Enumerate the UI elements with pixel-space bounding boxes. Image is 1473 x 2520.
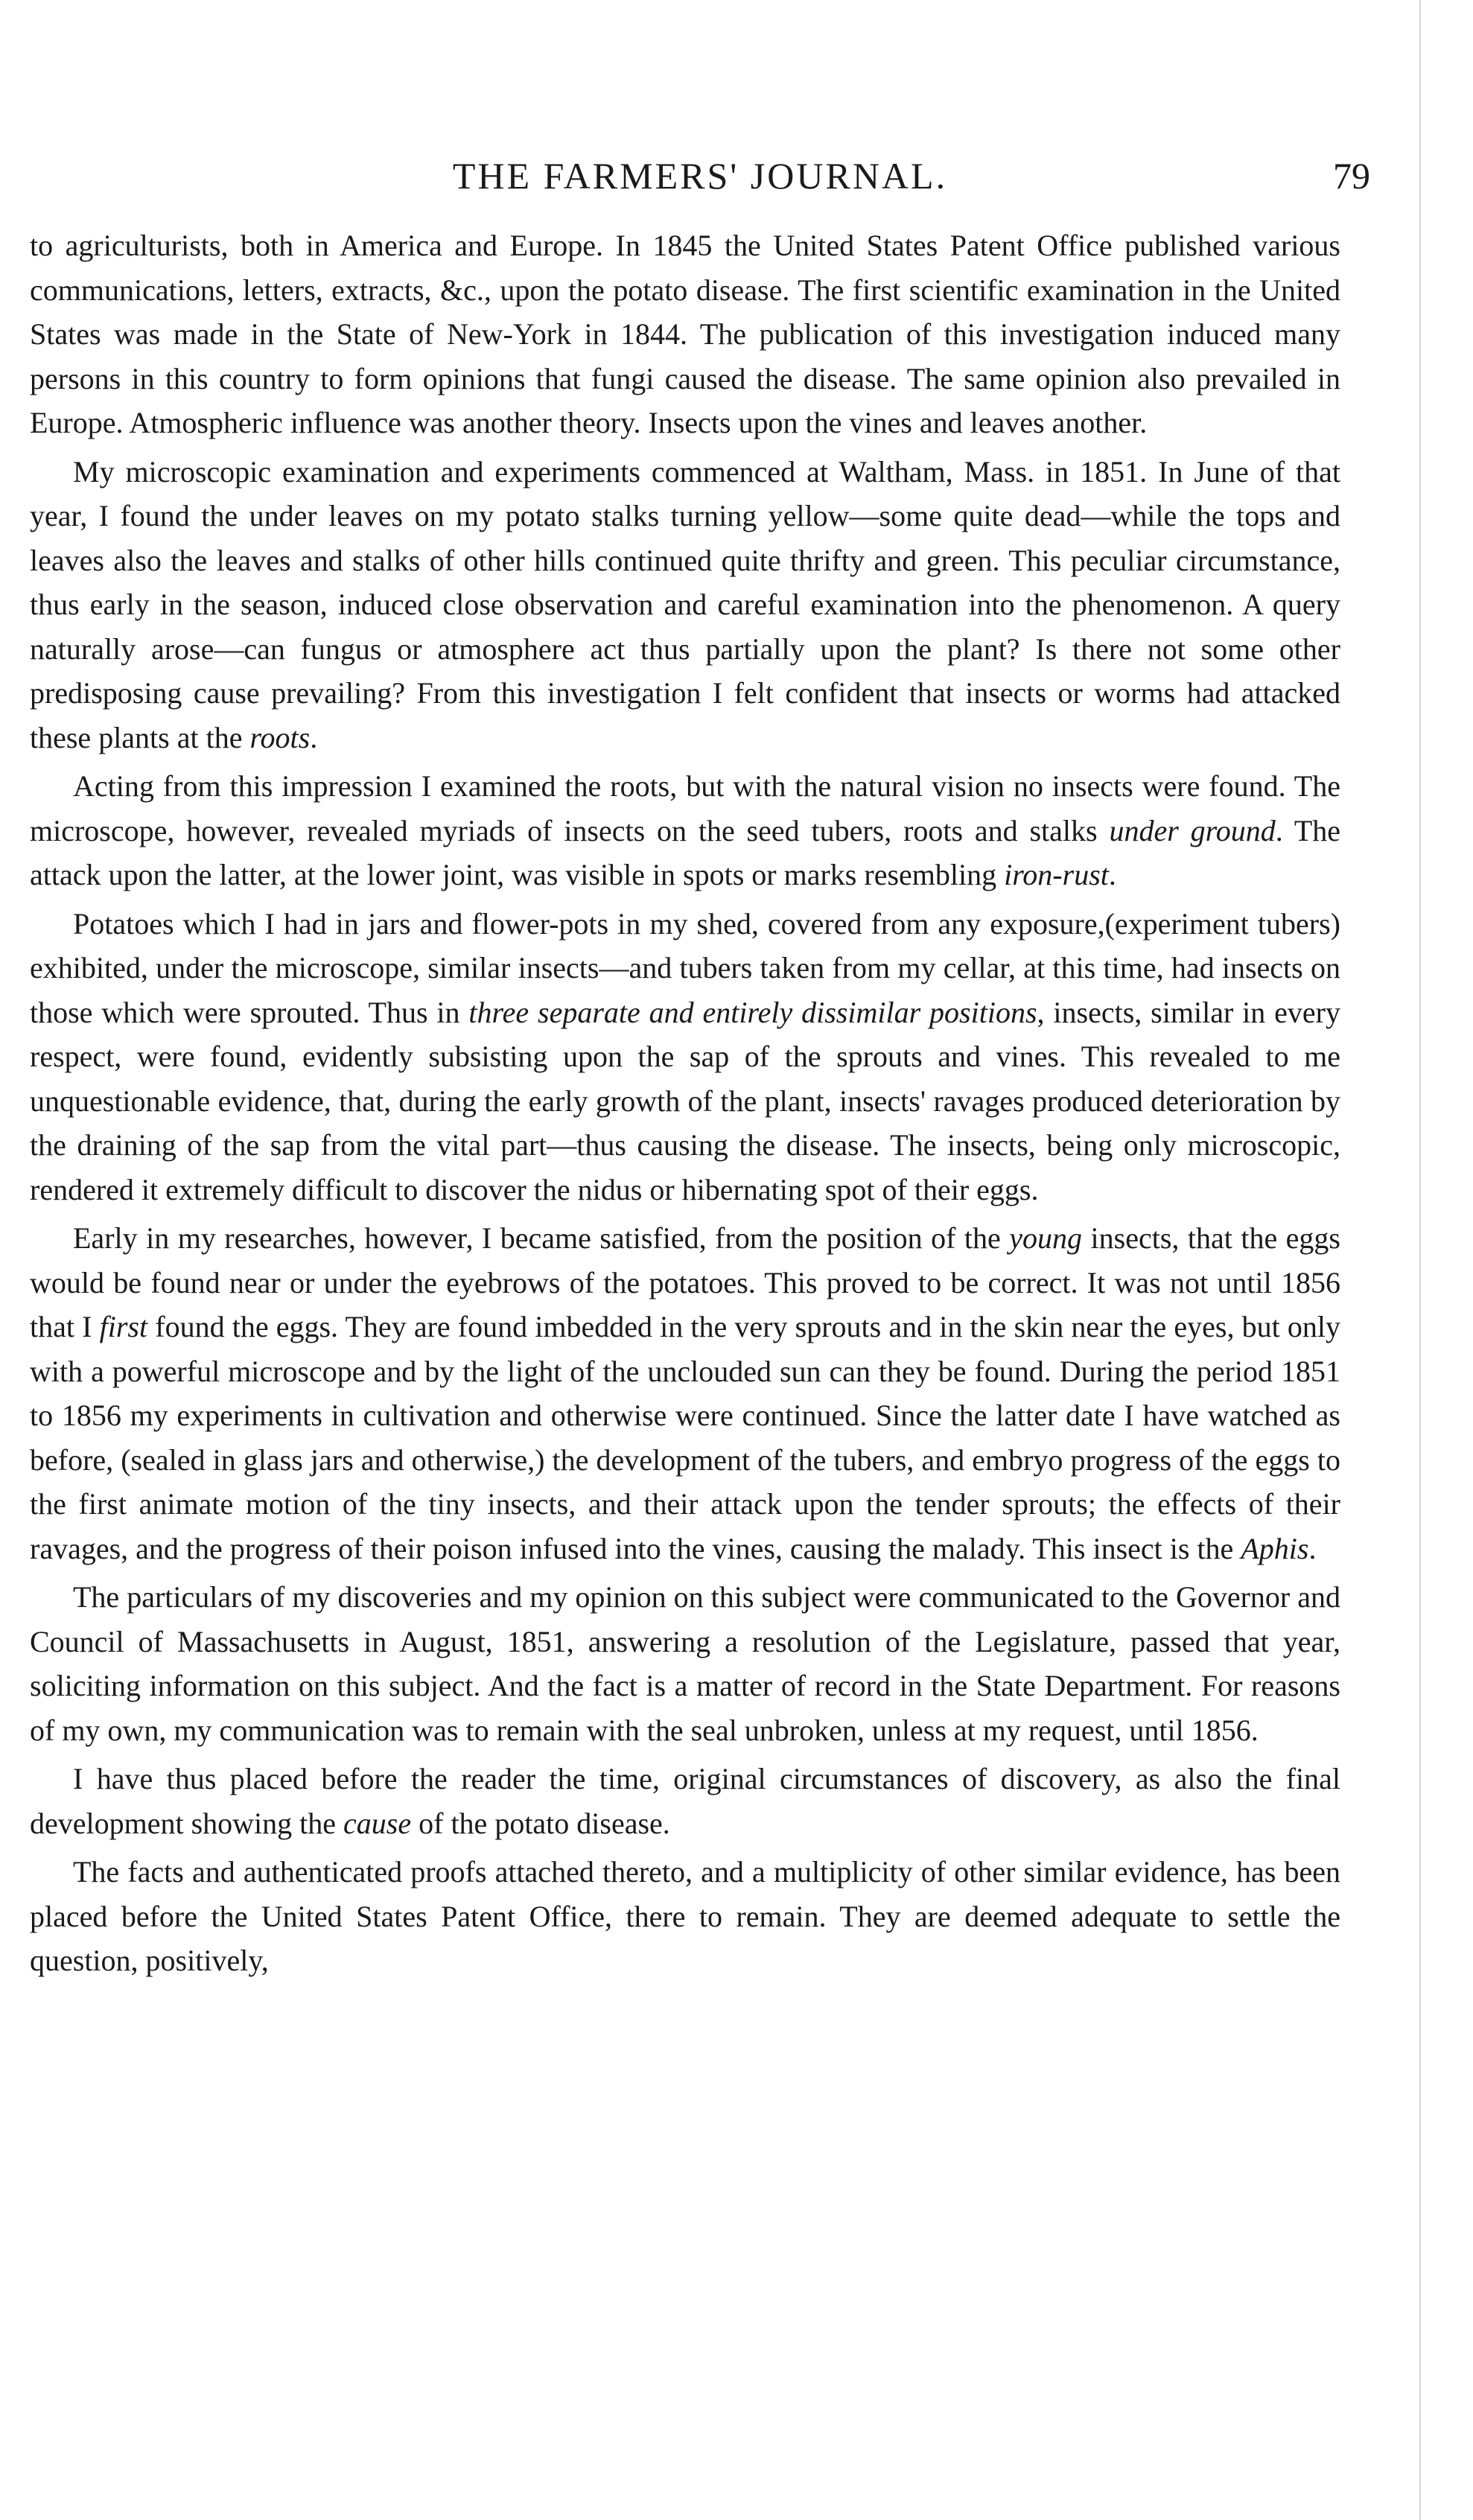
italic-run: Aphis xyxy=(1241,1531,1309,1565)
article-body xyxy=(30,223,1340,1988)
italic-run: first xyxy=(99,1310,148,1343)
italic-run: cause xyxy=(343,1806,412,1840)
text-run: . xyxy=(1308,1531,1317,1565)
text-run: of the potato disease. xyxy=(411,1806,670,1840)
paragraph xyxy=(30,450,1340,760)
italic-run: young xyxy=(1009,1221,1083,1255)
text-run: The particulars of my discoveries and my opinion on this subject were communicated to the Governor and Council of Massachusetts in August, 1851, answering a resolution of the Legislature, passed that year, soliciting information on this subject. And the fact is a matter of record in the State Department. For reasons of my own, my communication was to remain with the seal unbroken, unless at my request, until 1856. xyxy=(30,1580,1340,1747)
text-run: found the eggs. They are found imbedded in the very sprouts and in the skin near the eyes, but only with a powerful microscope and by the light of the unclouded sun can they be found. During the period 1851 to 1856 my experiments in cultivation and otherwise were continued. Since the latter date I have watched as before, (sealed in glass jars and otherwise,) the development of the tubers, and embryo progress of the eggs to the first animate motion of the tiny insects, and their attack upon the tender sprouts; the effects of their ravages, and the progress of their poison infused into the vines, causing the malady. This insect is the xyxy=(30,1310,1340,1565)
running-title: THE FARMERS' JOURNAL. xyxy=(452,155,948,197)
text-run: insects, that the eggs would be found near or under the eyebrows of the potatoes. This proved to be correct. It was not until 1856 that I xyxy=(30,1221,1341,1343)
italic-run: roots xyxy=(249,720,311,754)
page-number: 79 xyxy=(1333,155,1370,197)
paragraph xyxy=(30,764,1340,897)
paragraph xyxy=(30,902,1340,1212)
paragraph xyxy=(30,1757,1340,1845)
italic-run: iron-rust xyxy=(1004,858,1109,891)
text-run: My microscopic examination and experiments commenced at Waltham, Mass. in 1851. In June of that year, I found the under leaves on my potato stalks turning yellow—some quite dead—while the tops and leaves also the leaves and stalks of other hills continued quite thrifty and green. This peculiar circumstance, thus early in the season, induced close observation and careful examination into the phenomenon. A query naturally arose—can fungus or atmosphere act thus partially upon the plant? Is there not some other predisposing cause prevailing? From this investigation I felt confident that insects or worms had attacked these plants at the xyxy=(30,454,1340,754)
text-run: The facts and authenticated proofs attached thereto, and a multiplicity of other similar evidence, has been placed before the United States Patent Office, there to remain. They are deemed adequate to settle the question, positively, xyxy=(30,1855,1340,1977)
text-run: I have thus placed before the reader the time, original circumstances of discovery, as also the final development showing the xyxy=(30,1762,1340,1840)
text-run: Potatoes which I had in jars and flower-pots in my shed, covered from any exposure,(experiment tubers) exhibited, under the microscope, similar insects—and tubers taken from my cellar, at this time, had insects on those which were sprouted. Thus in xyxy=(30,906,1340,1029)
paragraph xyxy=(30,223,1340,445)
text-run: , insects, similar in every respect, were found, evidently subsisting upon the sap of the sprouts and vines. This revealed to me unquestionable evidence, that, during the early growth of the plant, insects' ravages produced deterioration by the draining of the sap from the vital part—thus causing the disease. The insects, being only microscopic, rendered it extremely difficult to discover the nidus or hibernating spot of their eggs. xyxy=(30,995,1341,1206)
italic-run: three separate and entirely dissimilar positions xyxy=(468,995,1037,1029)
text-run: . The attack upon the latter, at the lower joint, was visible in spots or marks resembling xyxy=(30,813,1341,891)
text-run: to agriculturists, both in America and Europe. In 1845 the United States Patent Office published various communications, letters, extracts, &c., upon the potato disease. The first scientific examination in the United States was made in the State of New-York in 1844. The publication of this investigation induced many persons in this country to form opinions that fungi caused the disease. The same opinion also prevailed in Europe. Atmospheric influence was another theory. Insects upon the vines and leaves another. xyxy=(30,229,1340,439)
text-run: Early in my researches, however, I became satisfied, from the position of the xyxy=(73,1221,1010,1255)
text-run: . xyxy=(1108,858,1116,891)
text-run: . xyxy=(310,720,318,754)
italic-run: under ground xyxy=(1109,813,1276,847)
running-head xyxy=(30,146,1370,206)
text-run: Acting from this impression I examined the roots, but with the natural vision no insects were found. The microscope, however, revealed myriads of insects on the seed tubers, roots and stalks xyxy=(30,769,1340,847)
paragraph xyxy=(30,1850,1340,1983)
paragraph xyxy=(30,1216,1340,1571)
paragraph xyxy=(30,1575,1340,1752)
page-edge-shadow xyxy=(1419,0,1421,2520)
